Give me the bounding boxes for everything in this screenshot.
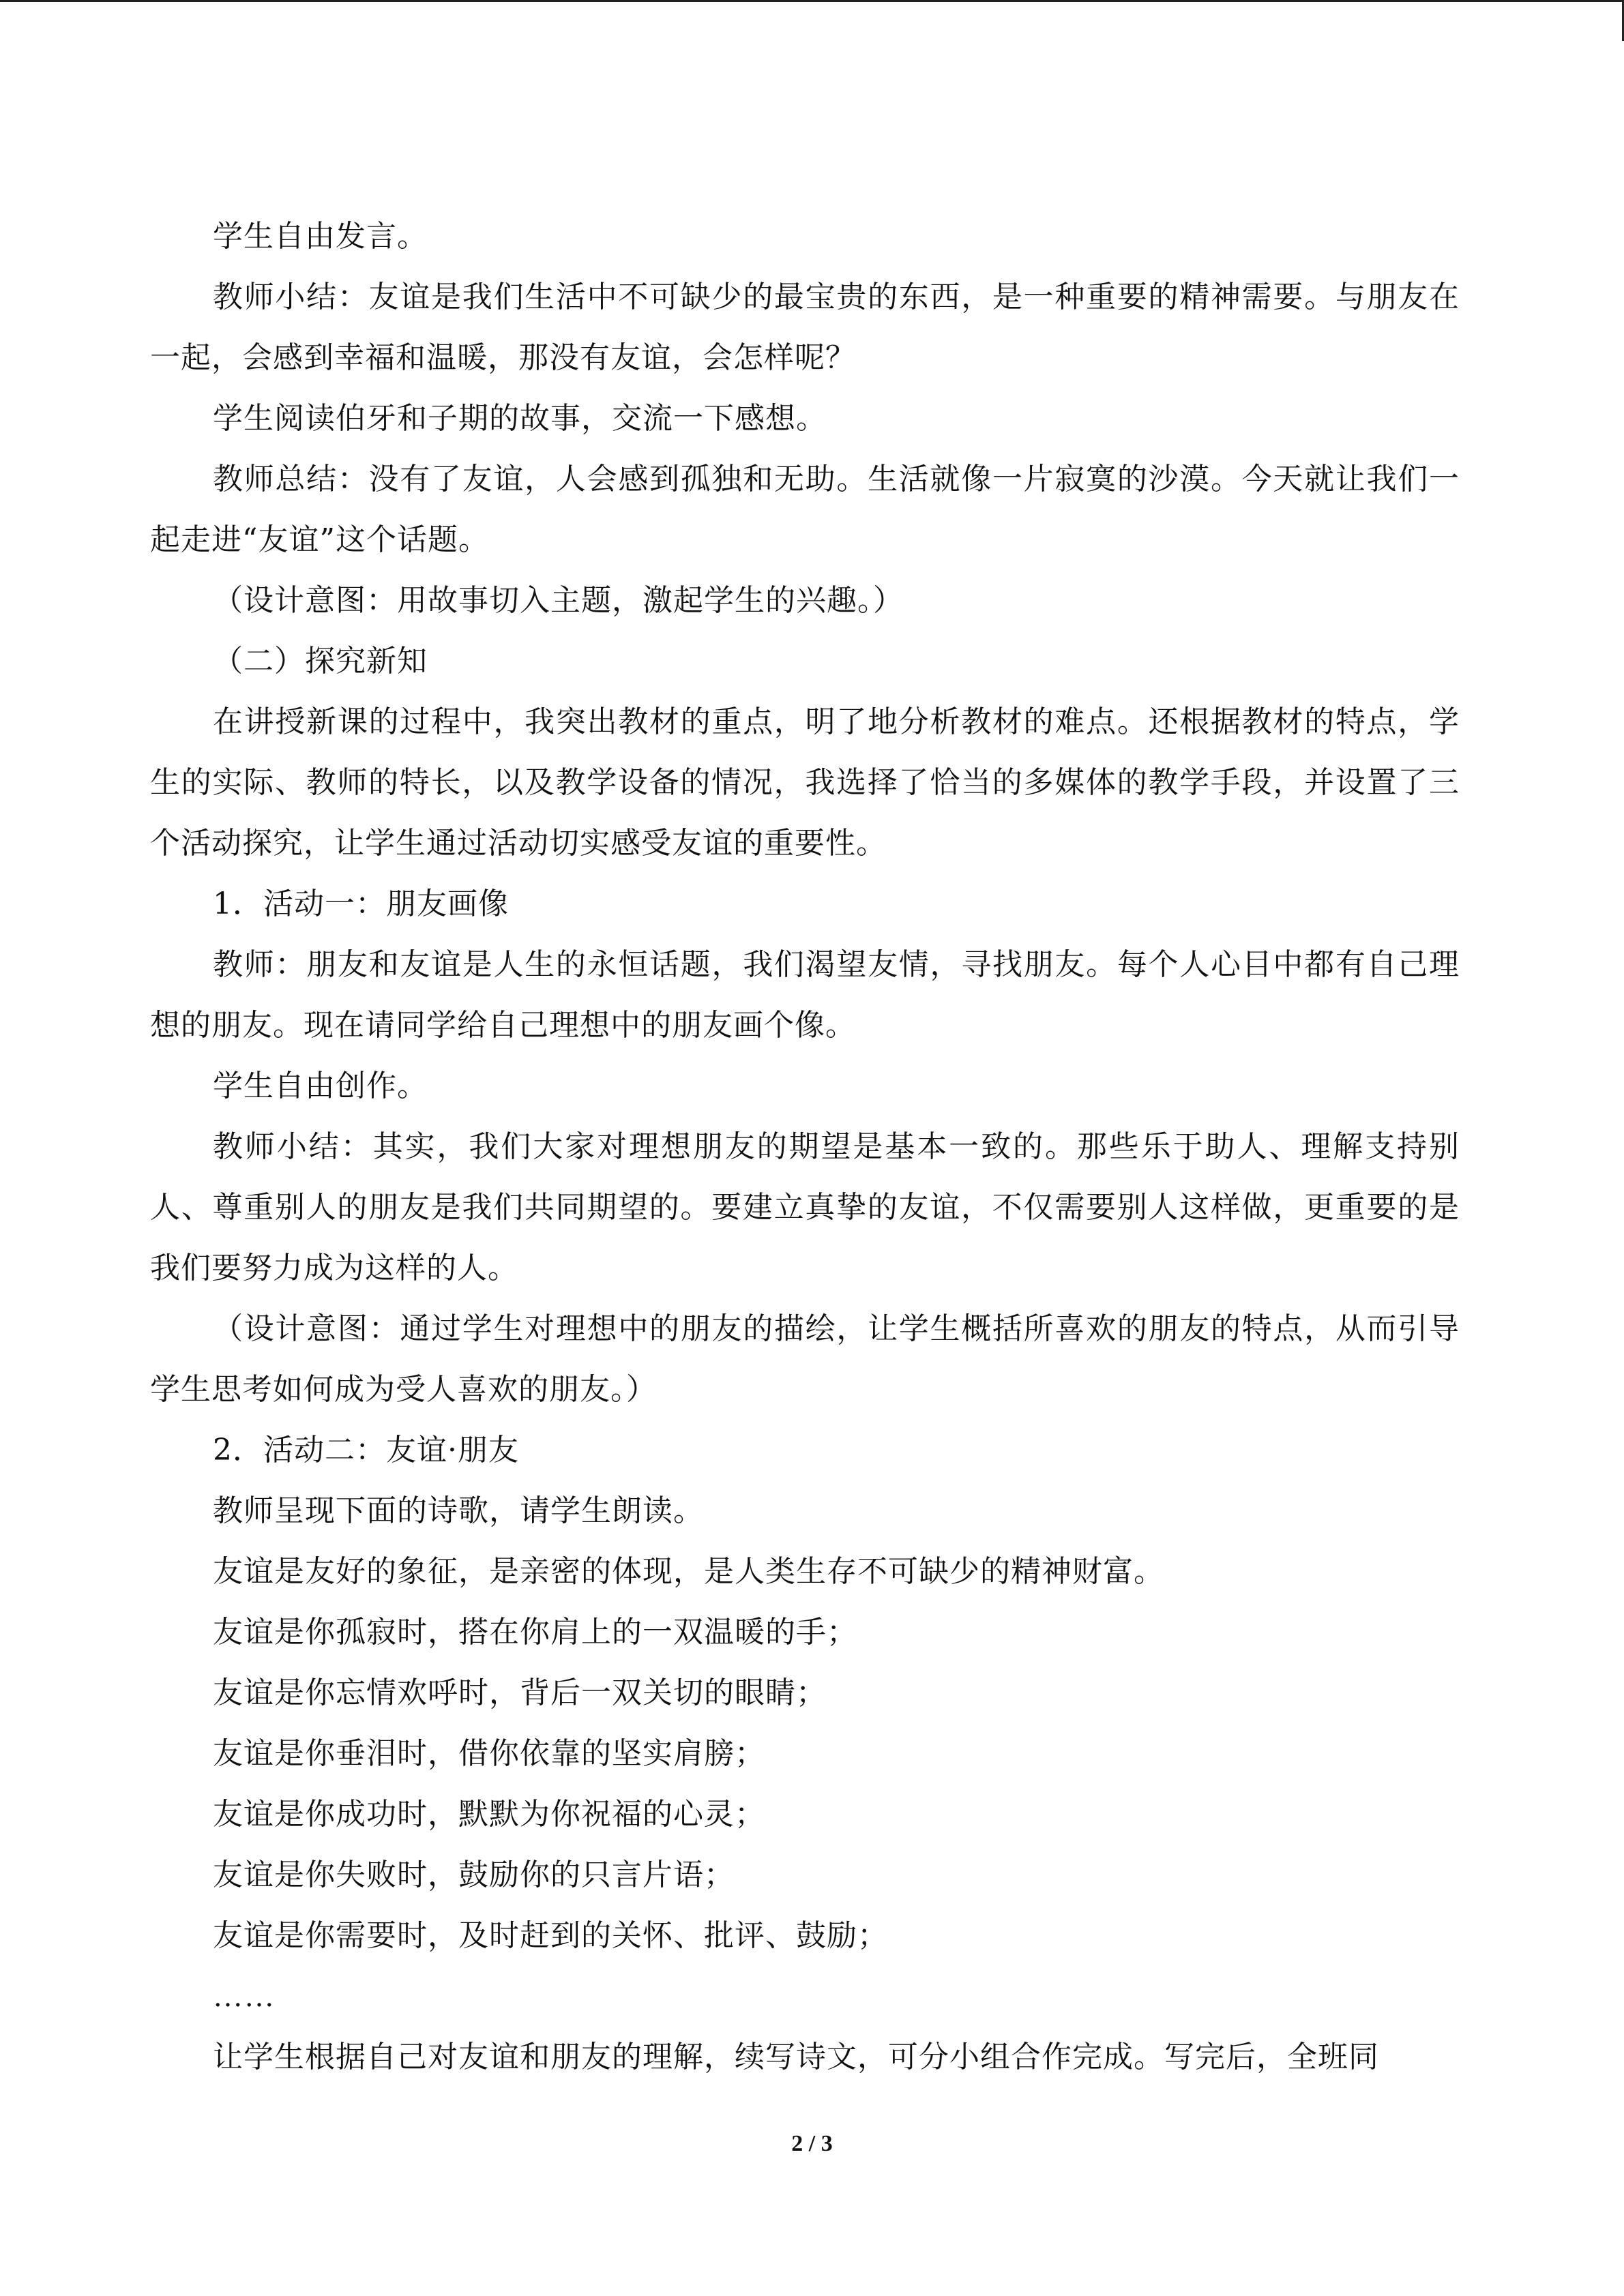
activity-heading: 1．活动一：朋友画像 [213,886,509,921]
poem-line: 友谊是你垂泪时，借你依靠的坚实肩膀； [213,1736,765,1771]
section-heading: （二）探究新知 [213,644,428,679]
poem-line: 友谊是你失败时，鼓励你的只言片语； [213,1858,735,1892]
page-number: 2 / 3 [791,2131,833,2156]
paragraph: 在讲授新课的过程中，我突出教材的重点，明了地分析教材的难点。还根据教材的特点，学生的实际、教师的特长，以及教学设备的情况，我选择了恰当的多媒体的教学手段，并设置了三个活动探究，让学生通过活动切实感受友谊的重要性。 [150,704,1460,861]
poem-ellipsis: …… [213,1980,276,2013]
paragraph: （设计意图：通过学生对理想中的朋友的描绘，让学生概括所喜欢的朋友的特点，从而引导学生思考如何成为受人喜欢的朋友。） [150,1311,1460,1407]
activity-heading: 2．活动二：友谊·朋友 [213,1433,519,1467]
paragraph: 学生自由创作。 [213,1069,428,1103]
page-top-border [0,0,1624,2]
paragraph: 教师呈现下面的诗歌，请学生朗读。 [213,1493,704,1528]
paragraph: 教师：朋友和友谊是人生的永恒话题，我们渴望友情，寻找朋友。每个人心目中都有自己理想的朋友。现在请同学给自己理想中的朋友画个像。 [150,947,1460,1043]
paragraph: （设计意图：用故事切入主题，激起学生的兴趣。） [213,583,904,618]
paragraph: 学生阅读伯牙和子期的故事，交流一下感想。 [213,401,827,436]
paragraph: 教师小结：其实，我们大家对理想朋友的期望是基本一致的。那些乐于助人、理解支持别人、尊重别人的朋友是我们共同期望的。要建立真挚的友谊，不仅需要别人这样做，更重要的是我们要努力成为这样的人。 [150,1129,1460,1285]
poem-line: 友谊是你成功时，默默为你祝福的心灵； [213,1797,765,1832]
poem-line: 友谊是你孤寂时，搭在你肩上的一双温暖的手； [213,1615,857,1650]
paragraph: 教师小结：友谊是我们生活中不可缺少的最宝贵的东西，是一种重要的精神需要。与朋友在一起，会感到幸福和温暖，那没有友谊，会怎样呢？ [150,280,1460,375]
poem-line: 友谊是你忘情欢呼时，背后一双关切的眼睛； [213,1675,827,1710]
paragraph: 让学生根据自己对友谊和朋友的理解，续写诗文，可分小组合作完成。写完后，全班同 [213,2040,1379,2074]
poem-line: 友谊是友好的象征，是亲密的体现，是人类生存不可缺少的精神财富。 [213,1554,1164,1589]
poem-line: 友谊是你需要时，及时赶到的关怀、批评、鼓励； [213,1918,888,1953]
document-body [150,206,1460,2087]
paragraph: 教师总结：没有了友谊，人会感到孤独和无助。生活就像一片寂寞的沙漠。今天就让我们一起走进“友谊”这个话题。 [150,462,1460,557]
paragraph: 学生自由发言。 [213,219,428,254]
